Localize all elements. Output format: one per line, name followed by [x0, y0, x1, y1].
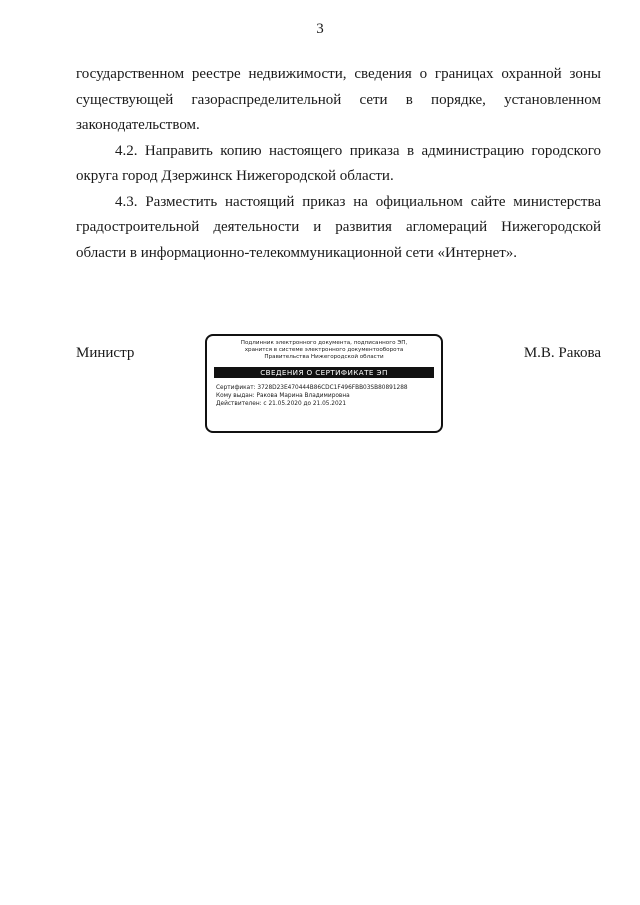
- stamp-details: [207, 384, 441, 409]
- stamp-certificate: Сертификат: 3728D23E470444B86CDC1F496FBB03SB80891288: [216, 384, 408, 391]
- e-signature-stamp: [205, 334, 443, 433]
- stamp-header-line: хранится в системе электронного документооборота: [244, 347, 404, 354]
- stamp-header-line: Подлинник электронного документа, подписанного ЭП,: [240, 340, 408, 346]
- text-line: законодательством.: [76, 117, 200, 133]
- text-line: 4.3. Разместить настоящий приказ на официальном сайте министерства: [115, 193, 601, 210]
- stamp-header: [207, 340, 441, 362]
- paragraph-continuation: [76, 62, 601, 139]
- text-line: округа город Дзержинск Нижегородской области.: [76, 168, 394, 184]
- stamp-header-line: Правительства Нижегородской области: [264, 354, 384, 361]
- stamp-banner: СВЕДЕНИЯ О СЕРТИФИКАТЕ ЭП: [214, 367, 434, 378]
- paragraph-4-2: [76, 139, 601, 190]
- signer-name: М.В. Ракова: [523, 345, 601, 361]
- document-body: [76, 62, 601, 266]
- text-line: существующей газораспределительной сети в порядке, установленном: [76, 91, 601, 108]
- paragraph-4-3: [76, 190, 601, 267]
- text-line: области в информационно-телекоммуникационной сети «Интернет».: [76, 244, 518, 261]
- signer-title: Министр: [76, 345, 135, 361]
- stamp-issued-to: Кому выдан: Ракова Марина Владимировна: [216, 392, 350, 399]
- stamp-validity: Действителен: с 21.05.2020 до 21.05.2021: [216, 401, 347, 408]
- page-number: 3: [316, 21, 324, 37]
- text-line: 4.2. Направить копию настоящего приказа в администрацию городского: [115, 142, 601, 159]
- text-line: градостроительной деятельности и развития агломераций Нижегородской: [76, 219, 601, 235]
- text-line: государственном реестре недвижимости, сведения о границах охранной зоны: [76, 66, 601, 82]
